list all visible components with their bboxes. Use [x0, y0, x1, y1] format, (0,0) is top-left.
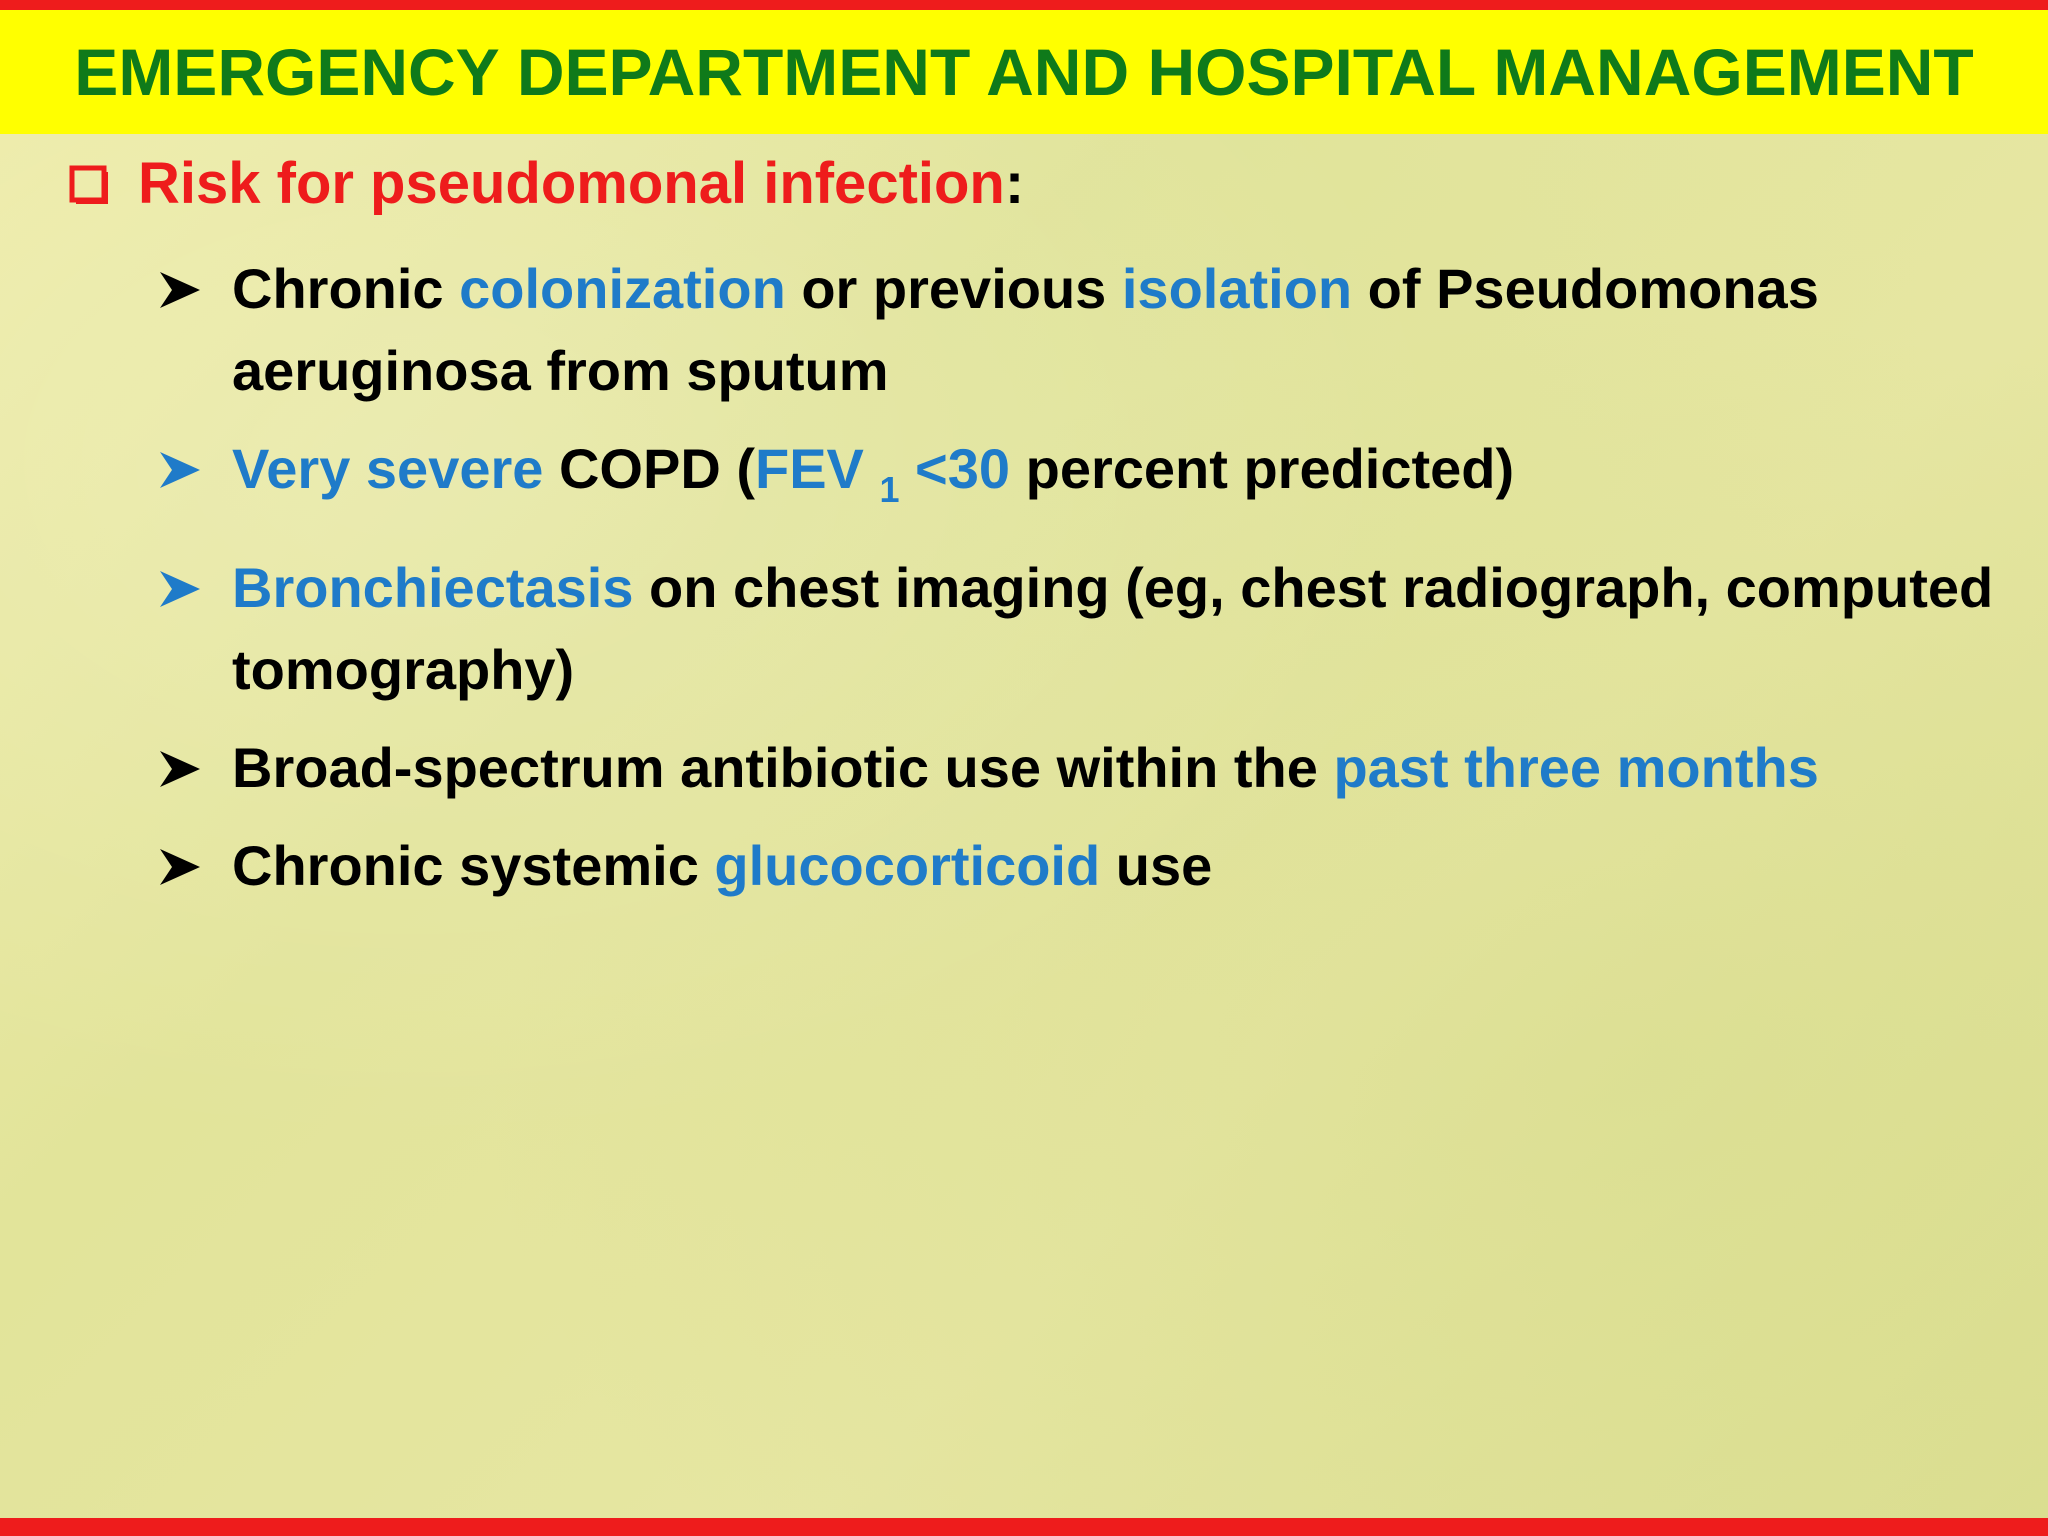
- bullet-text: percent predicted): [1010, 437, 1515, 500]
- bullet-text: of Pseudomonas aeruginosa from sputum: [232, 257, 1819, 402]
- list-item: [158, 547, 2018, 711]
- highlight-text: Very severe: [232, 437, 544, 500]
- list-item: [158, 248, 2018, 412]
- section-heading: [68, 150, 1024, 217]
- slide-title: EMERGENCY DEPARTMENT AND HOSPITAL MANAGEMENT: [74, 35, 1974, 109]
- highlight-text: colonization: [459, 257, 786, 320]
- list-item: [158, 825, 2018, 907]
- title-bar: [0, 10, 2048, 134]
- bullet-text: Broad-spectrum antibiotic use within the: [232, 736, 1334, 799]
- heading-text: Risk for pseudomonal infection: [138, 151, 1005, 216]
- list-item: [158, 428, 2018, 531]
- highlight-text: past three months: [1333, 736, 1819, 799]
- subscript-text: 1: [879, 469, 900, 510]
- highlight-text: isolation: [1121, 257, 1353, 320]
- highlight-text: <30: [899, 437, 1011, 500]
- highlight-text: Bronchiectasis: [232, 556, 634, 619]
- heading-colon: :: [1004, 151, 1025, 216]
- top-red-border: [0, 0, 2048, 10]
- risk-factor-list: [158, 248, 2018, 923]
- highlight-text: FEV: [754, 437, 880, 500]
- arrow-right-icon: [158, 569, 202, 609]
- bullet-text: or previous: [785, 257, 1122, 320]
- arrow-right-icon: [158, 450, 202, 490]
- list-item: [158, 727, 2018, 809]
- arrow-right-icon: [158, 270, 202, 310]
- bottom-red-border: [0, 1518, 2048, 1536]
- bullet-text: use: [1100, 834, 1213, 897]
- bullet-text: on chest imaging (eg, chest radiograph, computed tomography): [232, 556, 1994, 701]
- bullet-text: Chronic systemic: [232, 834, 715, 897]
- bullet-text: Chronic: [232, 257, 460, 320]
- highlight-text: glucocorticoid: [714, 834, 1101, 897]
- arrow-right-icon: [158, 847, 202, 887]
- checkbox-square-icon: [68, 164, 108, 204]
- bullet-text: COPD (: [543, 437, 755, 500]
- arrow-right-icon: [158, 749, 202, 789]
